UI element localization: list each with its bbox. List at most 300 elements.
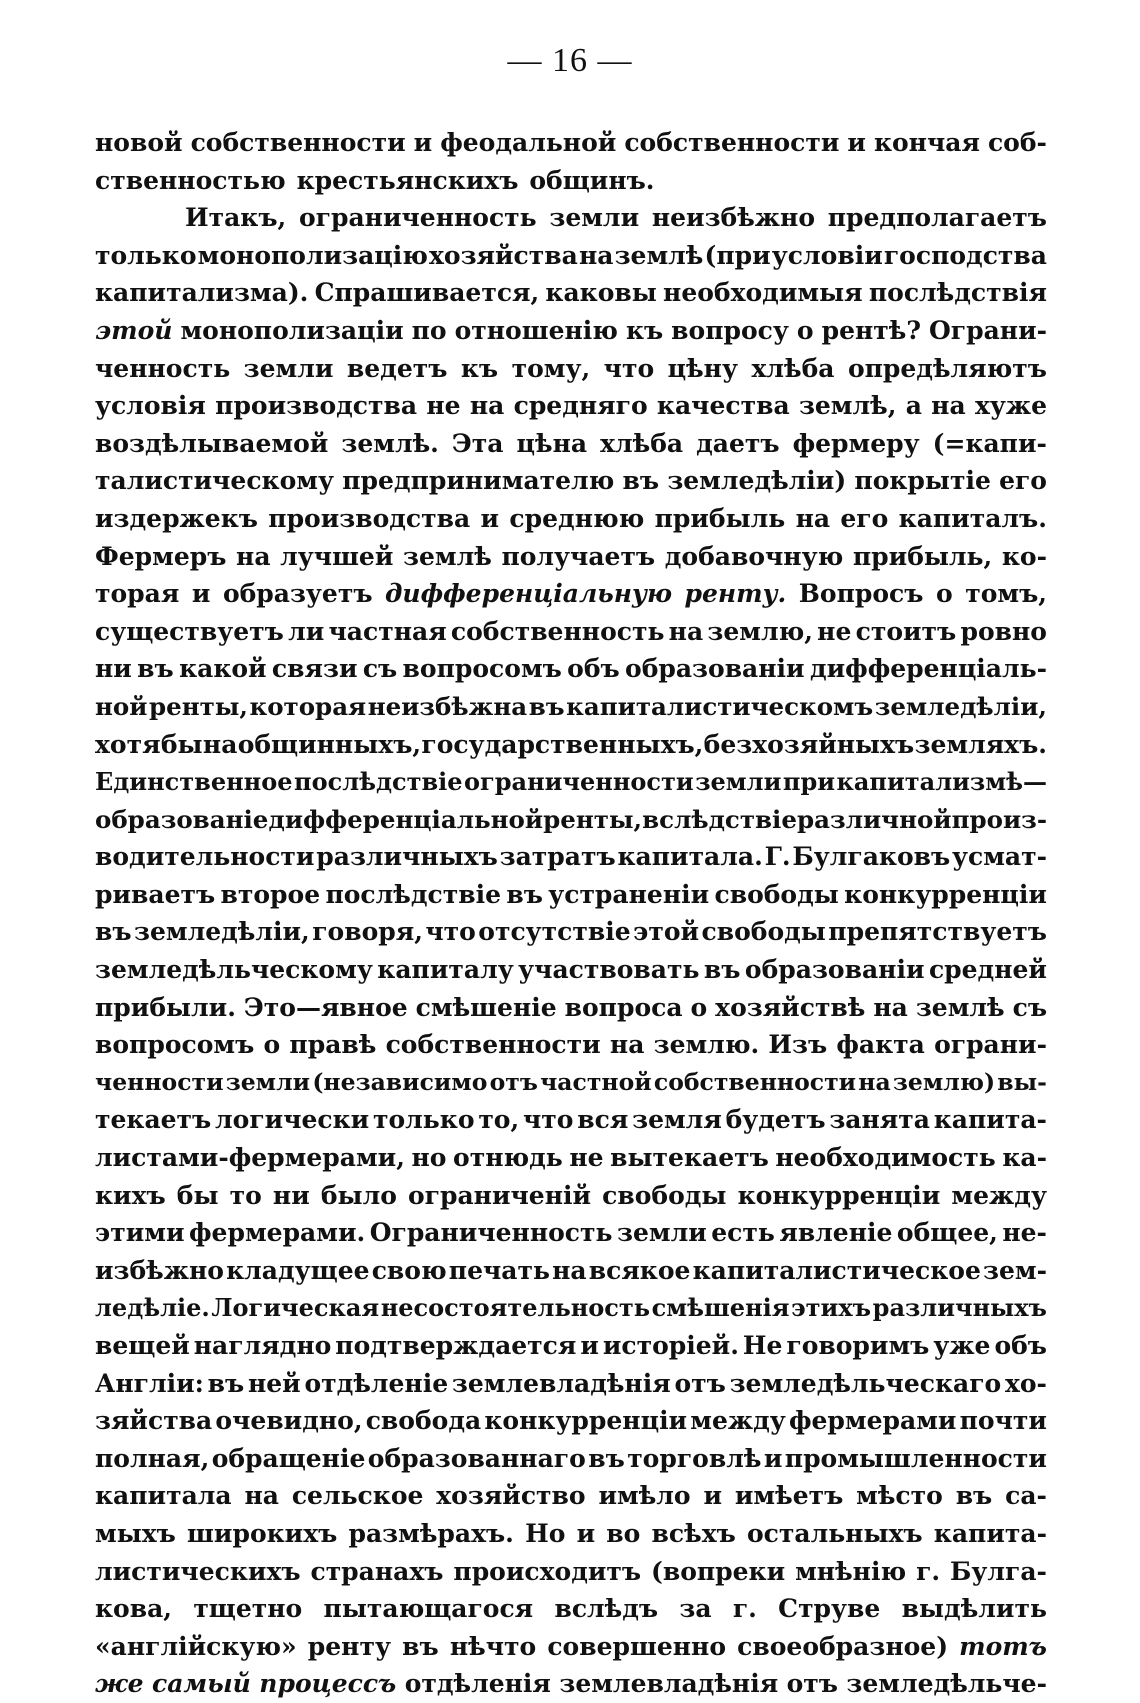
word: странахъ [310, 1556, 444, 1586]
word: фермерами [788, 1406, 957, 1436]
word: господства [883, 240, 1047, 270]
text-line [95, 913, 1047, 951]
word: капитализма). [95, 278, 309, 308]
word: свободы [602, 1180, 727, 1210]
word: земли [695, 767, 782, 797]
word: въ [95, 917, 132, 947]
word: самый [152, 1669, 251, 1699]
word: Фермеръ [95, 541, 227, 571]
word: на [668, 616, 704, 646]
word: между [951, 1180, 1047, 1210]
word: добавочную [664, 541, 844, 571]
word: ли [288, 616, 325, 646]
text-line [95, 838, 1047, 876]
word: бы [176, 1180, 219, 1210]
word: (=капи- [932, 428, 1047, 458]
word: этой [95, 315, 173, 345]
word: будетъ [725, 1105, 826, 1135]
word: Единственное [95, 767, 293, 797]
word: Эта [451, 428, 504, 458]
word: говоримъ [786, 1331, 930, 1360]
word: и [576, 1518, 596, 1548]
word: хлѣба [600, 428, 684, 458]
word: что [425, 917, 476, 947]
word: что [522, 1105, 574, 1135]
word: на [931, 391, 966, 421]
word: Итакъ, [185, 203, 287, 233]
text-line [95, 1477, 1047, 1515]
word: Но [525, 1518, 566, 1548]
word: земли [243, 353, 334, 383]
text-line [95, 1365, 1047, 1403]
word: капитализмѣ— [836, 767, 1047, 797]
word: послѣдствія [868, 278, 1047, 308]
word: капита- [933, 1518, 1047, 1548]
word: ни [95, 654, 132, 684]
word: частная [328, 616, 447, 646]
word: фермерами. [189, 1218, 366, 1248]
word: что [603, 353, 655, 383]
word: кончая [873, 128, 980, 157]
word: къ [625, 315, 664, 345]
word: са- [1005, 1481, 1047, 1511]
word: цѣну [667, 353, 738, 383]
word: собственности [624, 128, 840, 157]
word: образованіе [95, 804, 269, 834]
word: безхозяйныхъ [703, 729, 915, 759]
word: при [782, 767, 836, 797]
text-line [95, 237, 1047, 275]
word: средней [928, 955, 1047, 985]
word: размѣрахъ. [348, 1518, 514, 1548]
word: вопросу [671, 315, 789, 345]
word: качества [656, 391, 790, 421]
word: въ [955, 1481, 993, 1511]
word: отъ [786, 1669, 838, 1699]
word: имѣетъ [734, 1481, 844, 1511]
word: въ [207, 1368, 245, 1398]
word: сельское [291, 1481, 424, 1511]
word: очевидно, [215, 1406, 363, 1436]
word: съ [362, 654, 398, 684]
word: было [320, 1180, 397, 1210]
word: устраненіи [548, 879, 710, 909]
word: объ [567, 654, 620, 684]
word: землевладѣнія [451, 1368, 671, 1398]
word: съ [1012, 992, 1047, 1022]
word: «англійскую» [95, 1631, 297, 1661]
word: капита- [933, 1105, 1047, 1135]
word: которая [249, 691, 367, 721]
text-line [95, 1177, 1047, 1215]
word: конкурренціи [484, 1406, 688, 1436]
word: земли [225, 1067, 311, 1096]
word: тому, [511, 353, 591, 383]
word: ренты, [543, 804, 643, 834]
word: и [580, 1331, 599, 1360]
word: ренту [307, 1631, 391, 1661]
word: за [679, 1594, 712, 1624]
word: ренты, [149, 691, 248, 721]
word: различныхъ [872, 1293, 1047, 1323]
word: торая [95, 579, 180, 609]
word: кова, [95, 1594, 173, 1624]
word: издержекъ [95, 503, 258, 533]
word: то [229, 1180, 262, 1210]
word: ренту. [684, 579, 787, 609]
word: земли [549, 203, 640, 233]
word: ной [95, 691, 148, 721]
text-line [95, 1590, 1047, 1628]
page-number: — 16 — [507, 42, 633, 79]
word: монополизацію [197, 240, 428, 270]
word: мнѣнію [795, 1556, 907, 1586]
word: отношенію [454, 315, 618, 345]
word: не- [1002, 1218, 1047, 1248]
word: капиталу [377, 955, 514, 985]
text-line [95, 1026, 1047, 1064]
text-line [95, 350, 1047, 388]
word: водительности [95, 842, 315, 872]
word: земли [617, 1218, 707, 1248]
word: ограниченій [407, 1180, 592, 1210]
word: Булгаковъ [792, 842, 951, 872]
word: не [569, 1143, 604, 1173]
word: неизбѣжна [367, 691, 528, 721]
text-line [95, 274, 1047, 312]
word: зем- [983, 1255, 1047, 1285]
word: выдѣлить [901, 1594, 1047, 1624]
word: земляхъ. [914, 729, 1047, 759]
word: томъ, [965, 579, 1047, 609]
word: капиталистическое [692, 1255, 981, 1285]
text-line [95, 425, 1047, 463]
word: вслѣдствіе [642, 804, 797, 834]
word: на [858, 1067, 891, 1096]
word: Англіи: [95, 1368, 204, 1398]
word: кихъ [95, 1180, 166, 1210]
word: на [873, 992, 908, 1022]
word: риваетъ [95, 879, 216, 909]
word: предполагаетъ [827, 203, 1047, 233]
word: усмат- [951, 842, 1047, 872]
word: образованнаго [367, 1443, 586, 1473]
text-line [95, 538, 1047, 576]
word: Логическая [211, 1293, 380, 1323]
word: между [690, 1406, 786, 1436]
word: землѣ [614, 240, 704, 270]
text-line [95, 1327, 1047, 1365]
word: предпринимателю [342, 466, 615, 496]
word: ведетъ [346, 353, 448, 383]
text-line [95, 688, 1047, 726]
word: есть [711, 1218, 775, 1248]
text-line [95, 1515, 1047, 1553]
word: каковы [545, 278, 657, 308]
text-line [95, 575, 1047, 613]
word: дифференціальную [385, 579, 672, 609]
word: цѣна [516, 428, 588, 458]
word: вытекаетъ [610, 1143, 769, 1173]
word: ровно [960, 616, 1047, 646]
word: хозяйства [429, 240, 578, 270]
text-line [95, 199, 1047, 237]
word: ограниченности [464, 767, 694, 797]
word: конкурренціи [844, 879, 1047, 909]
word: землевладѣнія [559, 1669, 779, 1699]
word: ледѣліе. [95, 1293, 210, 1323]
word: же [95, 1669, 144, 1699]
word: земледѣльче- [846, 1669, 1047, 1699]
word: несостоятельность [380, 1293, 651, 1323]
word: хотя [95, 729, 161, 759]
word: послѣдствіе [294, 767, 463, 797]
word: къ [460, 353, 499, 383]
word: (при [704, 240, 771, 270]
word: во [606, 1518, 641, 1548]
word: мыхъ [95, 1518, 176, 1548]
word: Струве [778, 1594, 881, 1624]
body-text [95, 124, 1047, 1703]
text-line [95, 726, 1047, 764]
word: свободы [701, 917, 826, 947]
word: производства [268, 503, 471, 533]
word: собственность [450, 616, 665, 646]
word: о [796, 315, 814, 345]
word: правѣ [289, 1030, 377, 1060]
word: хозяйствѣ [715, 992, 866, 1022]
word: какой [179, 654, 267, 684]
word: совершенно [547, 1631, 727, 1661]
word: и [191, 579, 211, 609]
word: и [847, 128, 866, 157]
word: остальныхъ [746, 1518, 923, 1548]
word: его [999, 466, 1047, 496]
word: листическихъ [95, 1556, 301, 1586]
word: торговлѣ [627, 1443, 762, 1473]
word: почти [959, 1406, 1047, 1436]
word: землѣ [915, 992, 1005, 1022]
word: получаетъ [501, 541, 656, 571]
word: средняго [513, 391, 648, 421]
word: отъ [489, 1067, 538, 1096]
word: Булга- [950, 1556, 1047, 1586]
word: а [905, 391, 922, 421]
word: условіи [771, 240, 883, 270]
word: вопросомъ [95, 1030, 255, 1060]
word: ограниченность [298, 203, 537, 233]
word: на [469, 391, 505, 421]
word: ченность [95, 353, 231, 383]
word: въ [137, 654, 174, 684]
text-line [95, 1101, 1047, 1139]
word: ней [247, 1368, 301, 1398]
word: въ [622, 466, 660, 496]
word: прибыль [654, 503, 786, 533]
word: ченности [95, 1067, 224, 1096]
word: Изъ [768, 1030, 828, 1060]
text-line [95, 989, 1047, 1027]
text-line [95, 1628, 1047, 1666]
word: о [263, 1030, 281, 1060]
word: только [373, 1105, 475, 1135]
word: капиталъ. [898, 503, 1047, 533]
word: (вопреки [651, 1556, 786, 1586]
word: вопроса [564, 992, 683, 1022]
word: Это—явное [243, 992, 408, 1022]
word: зяйства [95, 1406, 213, 1436]
word: его [840, 503, 889, 533]
word: земля [632, 1105, 722, 1135]
word: имѣло [598, 1481, 691, 1511]
word: на [795, 503, 831, 533]
word: не [817, 616, 852, 646]
word: въ [588, 1443, 625, 1473]
word: наглядно [193, 1331, 332, 1360]
word: отъ [674, 1368, 726, 1398]
word: среднюю [509, 503, 645, 533]
word: соб- [987, 128, 1047, 157]
word: землю) [892, 1067, 996, 1096]
word: на [202, 729, 238, 759]
word: земледѣліи) [667, 466, 847, 496]
text-line [95, 162, 1047, 200]
word: въ [703, 955, 741, 985]
word: (независимо [312, 1067, 488, 1096]
word: логически [215, 1105, 370, 1135]
word: по [411, 315, 447, 345]
word: уже [933, 1331, 991, 1360]
text-line [95, 1665, 1047, 1703]
word: лучшей [280, 541, 394, 571]
word: пытающагося [323, 1594, 534, 1624]
word: Ограни- [929, 315, 1047, 345]
word: но [411, 1143, 447, 1173]
word: свою [371, 1255, 447, 1285]
word: отдѣленія [404, 1669, 551, 1699]
word: участвовать [518, 955, 700, 985]
word: кладущее [226, 1255, 370, 1285]
word: различной [797, 804, 952, 834]
word: этой [633, 917, 700, 947]
word: тотъ [959, 1631, 1047, 1661]
word: исторіей. [602, 1331, 739, 1360]
word: общинныхъ, [237, 729, 422, 759]
word: вы- [997, 1067, 1047, 1096]
word: обращеніе [211, 1443, 366, 1473]
word: бы [160, 729, 203, 759]
word: и [703, 1481, 722, 1511]
word: дифференціальной [268, 804, 544, 834]
word: феодальной [440, 128, 617, 157]
word: второе [220, 879, 321, 909]
word: Вопросъ [798, 579, 924, 609]
word: говоря, [312, 917, 423, 947]
text-line [95, 124, 1047, 162]
word: землю, [707, 616, 813, 646]
word: государственныхъ, [421, 729, 704, 759]
text-line [95, 951, 1047, 989]
text-line [95, 1553, 1047, 1591]
text-line [95, 613, 1047, 651]
text-line [95, 500, 1047, 538]
text-line [95, 876, 1047, 914]
word: листами-фермерами, [95, 1143, 405, 1173]
word: земледѣліи, [874, 691, 1047, 721]
word: необходимыя [663, 278, 863, 308]
word: о [935, 579, 953, 609]
word: условія [95, 391, 206, 421]
word: общее, [896, 1218, 998, 1248]
word: послѣдствіе [325, 879, 501, 909]
word: г. [916, 1556, 941, 1586]
word: факта [836, 1030, 925, 1060]
word: на [552, 1255, 587, 1285]
word: рентѣ? [821, 315, 921, 345]
word: свобода [365, 1406, 482, 1436]
word: частной [540, 1067, 652, 1096]
word: всѣхъ [651, 1518, 736, 1548]
word: ко- [1001, 541, 1047, 571]
word: воздѣлываемой [95, 428, 329, 458]
text-line [95, 1440, 1047, 1478]
word: производства [215, 391, 418, 421]
word: необходимость [775, 1143, 996, 1173]
word: занята [829, 1105, 930, 1135]
text-line [95, 1214, 1047, 1252]
word: на [609, 1030, 645, 1060]
word: собственности [385, 1030, 601, 1060]
word: свободы [714, 879, 839, 909]
word: ка- [1002, 1143, 1047, 1173]
word: смѣшеніе [415, 992, 557, 1022]
word: вопросомъ [402, 654, 562, 684]
word: въ [402, 1631, 439, 1661]
word: хуже [974, 391, 1047, 421]
text-line [95, 1064, 1047, 1102]
word: фермеру [792, 428, 920, 458]
word: печать [448, 1255, 550, 1285]
word: то, [478, 1105, 520, 1135]
word: собственности [653, 1067, 857, 1096]
text-line [95, 763, 1047, 801]
word: Г. [764, 842, 791, 872]
word: различныхъ [316, 842, 498, 872]
word: земледѣльческому [95, 955, 373, 985]
word: хлѣба [751, 353, 835, 383]
word: капитала. [617, 842, 763, 872]
word: землю. [653, 1030, 760, 1060]
word: землѣ. [341, 428, 439, 458]
word: землѣ [403, 541, 492, 571]
text-line [95, 1252, 1047, 1290]
word: отдѣленіе [304, 1368, 449, 1398]
word: Не [742, 1331, 783, 1360]
word: явленіе [779, 1218, 893, 1248]
word: опредѣляютъ [847, 353, 1047, 383]
word: произ- [951, 804, 1047, 834]
word: покрытіе [854, 466, 991, 496]
word: общинъ. [529, 165, 655, 195]
word: полная, [95, 1443, 210, 1473]
text-line [95, 1289, 1047, 1327]
text-line [95, 312, 1047, 350]
word: неизбѣжно [651, 203, 815, 233]
word: избѣжно [95, 1255, 224, 1285]
word: капитала [95, 1481, 232, 1511]
word: и [480, 503, 500, 533]
word: смѣшенія [651, 1293, 790, 1323]
